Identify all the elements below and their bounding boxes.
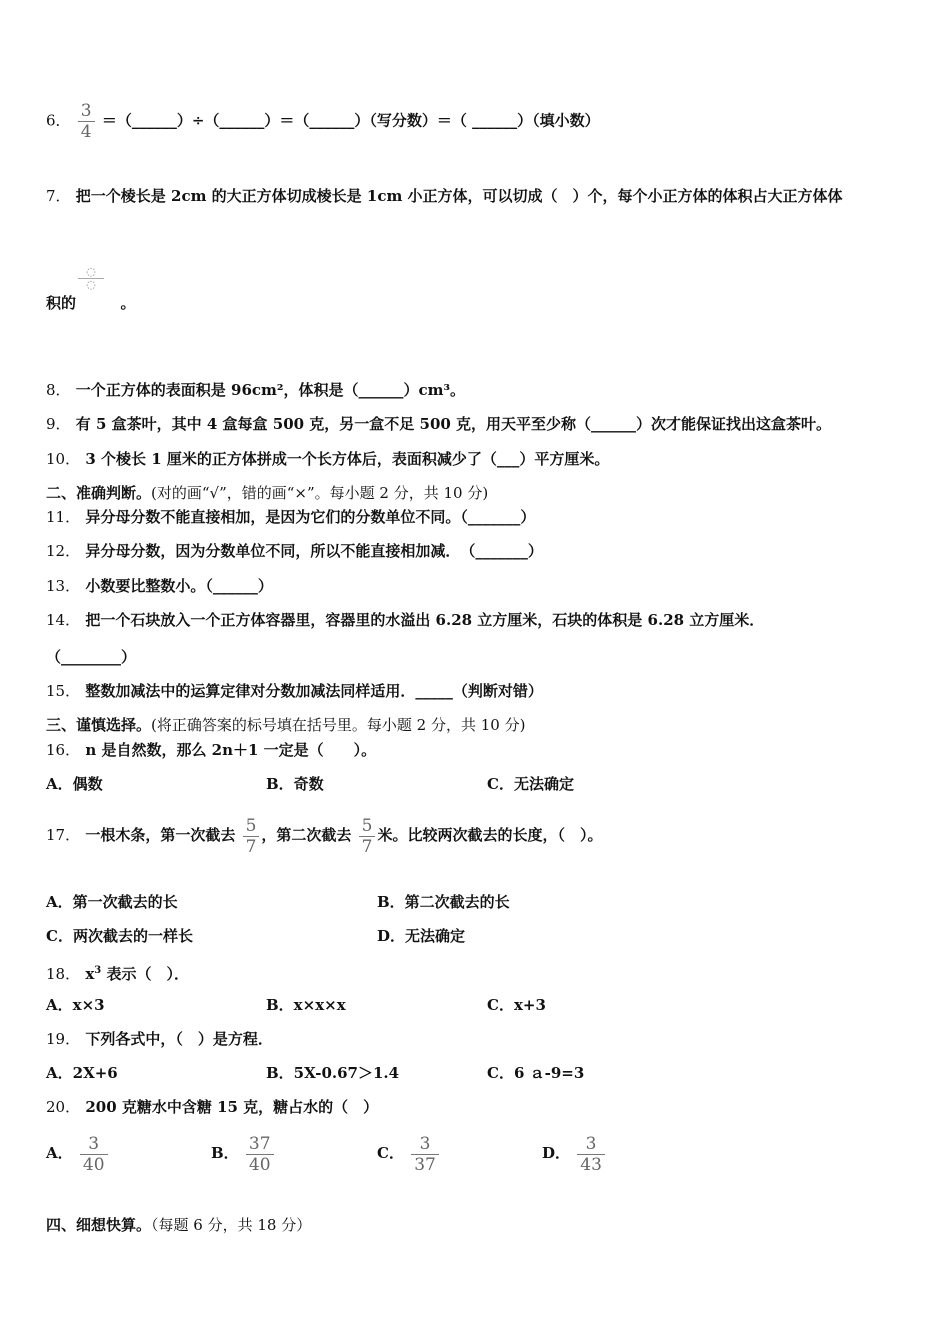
question-number: 18．: [46, 965, 81, 983]
question-9: [46, 414, 831, 434]
option-b: B．5X-0.67＞1.4: [266, 1064, 400, 1082]
fraction: $\frac{5}{7}$: [243, 816, 260, 857]
section-title: 四、细想快算。: [46, 1216, 152, 1234]
question-text: 米。比较两次截去的长度，（ ）。: [377, 826, 603, 844]
section-3-heading: [46, 715, 525, 735]
option-c: C．6 ａ-9=3: [487, 1064, 585, 1082]
question-7: [46, 186, 843, 206]
option-c: C．无法确定: [487, 775, 574, 793]
question-number: 16．: [46, 741, 81, 759]
option-d: D．无法确定: [377, 927, 466, 945]
question-text: 一个正方体的表面积是 96cm²，体积是（______）cm³。: [75, 381, 466, 399]
question-19: [46, 1029, 273, 1049]
question-text: 积的: [46, 294, 77, 312]
variable: x: [85, 965, 95, 983]
fraction: $\frac{3}{37}$: [411, 1134, 439, 1175]
question-text: 异分母分数不能直接相加，是因为它们的分数单位不同。（_______）: [85, 508, 536, 526]
question-number: 9．: [46, 415, 71, 433]
fraction: $\frac{3}{4}$: [78, 101, 95, 142]
question-text: 表示（ ）．: [101, 965, 189, 983]
question-text: 一根木条，第一次截去: [85, 826, 236, 844]
option-a: [46, 1130, 110, 1176]
option-a: A．2X+6: [46, 1064, 118, 1082]
question-text-end: 。: [120, 294, 136, 312]
question-11: [46, 507, 535, 527]
question-8: [46, 380, 465, 400]
exponent: 3: [94, 965, 102, 976]
question-text: ＝（______）÷（______）＝（______）（写分数）＝（ ______）（填小数）: [101, 111, 600, 130]
question-number: 6．: [46, 111, 71, 130]
question-number: 7．: [46, 187, 71, 205]
question-6: [46, 101, 600, 142]
question-number: 11．: [46, 508, 81, 526]
option-label: D．: [542, 1144, 571, 1162]
fraction: $\frac{37}{40}$: [246, 1134, 274, 1175]
section-title: 二、准确判断。: [46, 484, 152, 502]
option-b: B．第二次截去的长: [377, 893, 510, 911]
question-number: 15．: [46, 682, 81, 700]
question-text: 3 个棱长 1 厘米的正方体拼成一个长方体后，表面积减少了（___）平方厘米。: [85, 450, 610, 468]
question-number: 10．: [46, 450, 81, 468]
section-title: 三、谨慎选择。: [46, 716, 152, 734]
option-b: [211, 1130, 276, 1176]
option-a: A．x×3: [46, 996, 105, 1014]
option-a: A．偶数: [46, 775, 103, 793]
question-10: [46, 449, 609, 469]
question-text: 有 5 盒茶叶，其中 4 盒每盒 500 克，另一盒不足 500 克，用天平至少称（______）次才能保证找出这盒茶叶。: [75, 415, 832, 433]
question-16: [46, 740, 376, 760]
fraction: $\frac{3}{43}$: [577, 1134, 605, 1175]
question-number: 12．: [46, 542, 81, 560]
option-c: [377, 1130, 441, 1176]
question-text: 小数要比整数小。（______）: [85, 577, 273, 595]
question-14-answer: [46, 647, 136, 667]
question-20: [46, 1097, 378, 1117]
question-text: ，第二次截去: [261, 826, 352, 844]
option-label: C．: [377, 1144, 404, 1162]
option-label: B．: [211, 1144, 239, 1162]
section-note: (将正确答案的标号填在括号里。每小题 2 分，共 10 分): [151, 716, 526, 734]
question-number: 17．: [46, 826, 81, 844]
question-text: 下列各式中，（ ）是方程．: [85, 1030, 273, 1048]
fraction: $\frac{3}{40}$: [80, 1134, 108, 1175]
question-text: 整数加减法中的运算定律对分数加减法同样适用．_____（判断对错）: [85, 682, 543, 700]
blank-fraction: ◌ ◌: [78, 266, 104, 291]
option-d: [542, 1130, 607, 1176]
option-c: C．x+3: [487, 996, 546, 1014]
question-number: 13．: [46, 577, 81, 595]
question-15: [46, 681, 543, 701]
option-label: A．: [46, 1144, 73, 1162]
question-number: 20．: [46, 1098, 81, 1116]
question-number: 8．: [46, 381, 71, 399]
section-2-heading: [46, 483, 488, 503]
question-18: [46, 961, 189, 984]
question-17: [46, 812, 603, 858]
question-text: 异分母分数，因为分数单位不同，所以不能直接相加减． （_______）: [85, 542, 543, 560]
question-text: 200 克糖水中含糖 15 克，糖占水的（ ）: [85, 1098, 379, 1116]
question-14: [46, 610, 764, 630]
section-note: （每题 6 分，共 18 分）: [151, 1216, 312, 1234]
option-a: A．第一次截去的长: [46, 893, 178, 911]
section-note: (对的画“√”，错的画“×”。每小题 2 分，共 10 分): [151, 484, 489, 502]
fraction: $\frac{5}{7}$: [359, 816, 376, 857]
question-text: 把一个棱长是 2cm 的大正方体切成棱长是 1cm 小正方体，可以切成（ ）个，每个小正方体的体积占大正方体体: [75, 187, 843, 205]
question-13: [46, 576, 273, 596]
question-number: 14．: [46, 611, 81, 629]
option-b: B．x×x×x: [266, 996, 346, 1014]
question-text: 把一个石块放入一个正方体容器里，容器里的水溢出 6.28 立方厘米，石块的体积是 6.28 立方厘米．: [85, 611, 765, 629]
section-4-heading: [46, 1215, 311, 1235]
option-c: C．两次截去的一样长: [46, 927, 193, 945]
question-7-continued: [46, 293, 136, 313]
question-12: [46, 541, 543, 561]
question-number: 19．: [46, 1030, 81, 1048]
option-b: B．奇数: [266, 775, 324, 793]
answer-blank: （________）: [46, 648, 137, 666]
question-text: n 是自然数，那么 2n＋1 一定是（ ）。: [85, 741, 377, 759]
